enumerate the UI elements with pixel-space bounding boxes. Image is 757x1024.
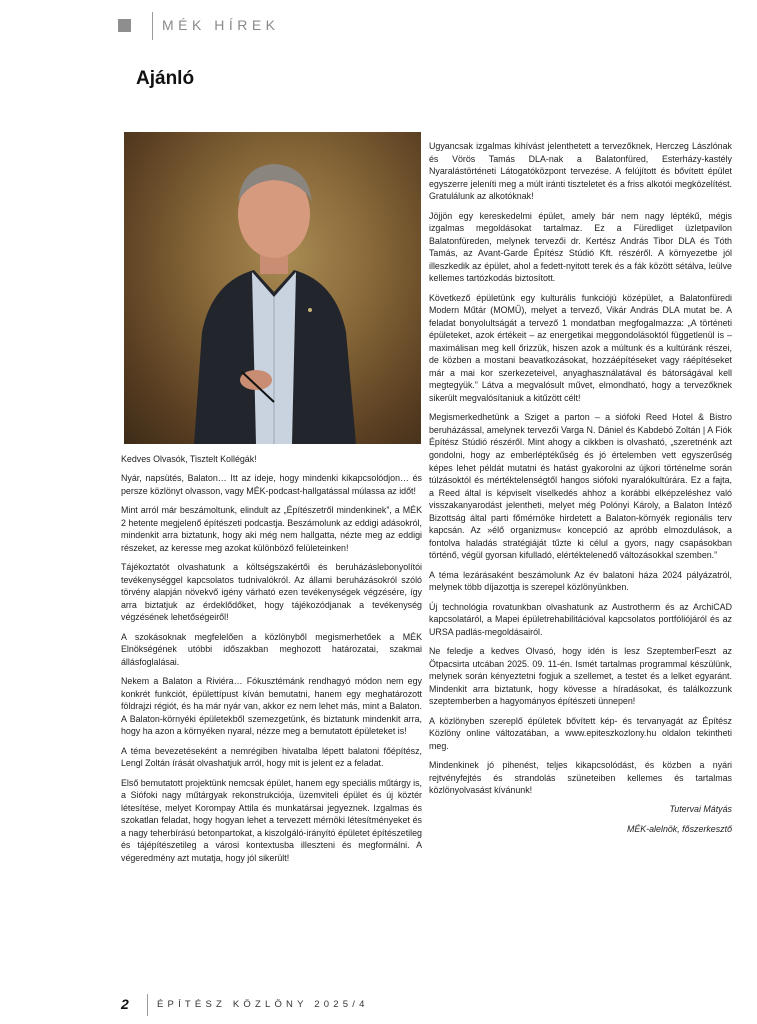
paragraph: Nekem a Balaton a Riviéra… Fókusztémánk rendhagyó módon nem egy konkrét funkciót, épülettípust kíván bemutatni, hanem egy meghatározott földrajzi régiót, és ha már nyár van, akkor ez nem lehet más, mint a Balaton. A Balaton-környéki épületekből szemezgetünk, és biztatunk mindenkit arra, hogy ha azon a környéken nyaral, nézze meg a bemutatott épületeket is! xyxy=(121,676,422,737)
paragraph: Ugyancsak izgalmas kihívást jelenthetett a tervezőknek, Herczeg Lászlónak és Vörös Tamás DLA-nak a Balatonfüred, Esterházy-kastély Nyaralástörténeti Látogatóközpont tervezése. A felújított és bővített épület egyszerre jeleníti meg a múlt iránti tiszteletet és a friss alkotói megközelítést. Gratulálunk az alkotóknak! xyxy=(429,141,732,202)
greeting: Kedves Olvasók, Tisztelt Kollégák! xyxy=(121,454,257,464)
header-divider xyxy=(152,12,153,40)
paragraph: Megismerkedhetünk a Sziget a parton – a siófoki Reed Hotel & Bistro beruházással, amelynek tervezői Varga N. Dániel és Kabdebó Zoltán | A Fiók Építész Stúdió részéről. Mint ahogy a cikkben is olvasható, „szeretnénk azt gondolni, hogy az emberléptékűség és jó értelemben vett egyszerűség képes lehet példát mutatni és hatást gyakorolni az újkori történelme során túlzásoktól és mértéktelenségtől hangos siófoki nyaralókultúrára. Ez a fajta, a Reed által is képviselt viselkedés ahhoz a korábbi elképzeléshez való visszakanyarodást jelentheti, melyet még Polónyi Károly, a Balaton Intéző Bizottság által parti főmérnöke hirdetett a Balaton-környék regionális terv kapcsán. Az »élő organizmus« koncepció az apróbb elmozdulások, a fontolva haladás stratégiáját tűzte ki célul a gyors, nagy csapásokban történő, végül gyorsan kifulladó, elértéktelenedő változásokkal szemben.” xyxy=(429,412,732,561)
article-column-left xyxy=(121,453,422,871)
signature-role: MÉK-alelnök, főszerkesztő xyxy=(626,823,732,834)
paragraph: A szokásoknak megfelelően a közlönyből megismerhetőek a MÉK Elnökségének utóbbi időszakban meghozott határozatai, szakmai állásfoglalásai. xyxy=(121,631,422,667)
paragraph: Tájékoztatót olvashatunk a költségszakértői és beruházáslebonyolítói tevékenységgel kapcsolatos tudnivalókról. Az állami beruházásokról szóló törvény alapján növekvő igény várható ezen tevékenységek végzésére, így arra biztatjuk az érdeklődőket, hogy tájékozódjanak a tevékenység végzésének lehetőségeiről! xyxy=(121,562,422,623)
article-column-right xyxy=(429,140,732,842)
paragraph: Mindenkinek jó pihenést, teljes kikapcsolódást, és közben a nyári rejtvényfejtés és strandolás szüneteiben kellemes és tartalmas közlönyolvasást kívánunk! xyxy=(429,759,732,796)
publication-name: ÉPÍTÉSZ KÖZLÖNY 2025/4 xyxy=(157,999,369,1010)
page-number: 2 xyxy=(121,996,129,1012)
paragraph: Jöjjön egy kereskedelmi épület, amely bár nem nagy léptékű, mégis izgalmas megoldásokat tartalmaz. Ez a Füredliget üzletpavilon Balatonfüreden, melynek tervezői dr. Kertész András Tibor DLA és Tóth Tamás, az Avant-Garde Építész Stúdió Kft. részéről. A környezetbe jól illeszkedik az épület, ahol a fedett-nyitott terek és a fák között sétálva, leülve kellemes tartózkodás biztosított. xyxy=(429,210,732,284)
paragraph: Első bemutatott projektünk nemcsak épület, hanem egy speciális műtárgy is, a Siófoki nagy műtárgyak rekonstrukciója, üzemviteli épület és új köztér létesítése, melyet Korompay Attila és munkatársai jegyeznek. Izgalmas és szokatlan feladat, hogy hogyan lehet a tervezett mérnöki létesítményeket és a nagy teherbírású betonpartokat, a kiszolgáló-irányító épületet építészetileg és tájépítészetileg a városi kontextusba illeszteni és megformálni. A végeredmény azt mutatja, hogy jól sikerült! xyxy=(121,777,422,863)
footer-divider xyxy=(147,994,148,1016)
paragraph: Mint arról már beszámoltunk, elindult az „Építészetről mindenkinek”, a MÉK 2 hetente megjelenő építészeti podcastja. Beszámolunk az eddigi adásokról, mindenkit arra biztatunk, hogy aki még nem hallgatta, nézte meg az eddigi részeket, az keresse meg azokat különböző felületeinken! xyxy=(121,505,422,553)
portrait-illustration xyxy=(124,132,421,444)
signature-name: Tutervai Mátyás xyxy=(669,804,732,815)
paragraph: A téma bevezetéseként a nemrégiben hivatalba lépett balatoni főépítész, Lengl Zoltán írását olvashatjuk arról, hogy mit is jelent ez a feladat. xyxy=(121,745,422,769)
paragraph: Új technológia rovatunkban olvashatunk az Austrotherm és az ArchiCAD kapcsolatáról, a Mapei épületrehabilitációval kapcsolatos portfóliójáról és az URSA padlás-megoldásairól. xyxy=(429,601,732,637)
section-header xyxy=(118,12,358,38)
article-title: Ajánló xyxy=(136,68,195,89)
section-marker-square xyxy=(118,19,131,32)
paragraph: A közlönyben szereplő épületek bővített kép- és tervanyagát az Építész Közlöny online változatában, a www.epiteszkozlony.hu oldalon tekintheti meg. xyxy=(429,715,732,751)
author-portrait-photo xyxy=(124,132,421,444)
paragraph: Következő épületünk egy kulturális funkciójú középület, a Balatonfüredi Modern Műtár (MOMŰ), melyet a tervező, Vikár András DLA mutat be. A feladat bonyolultságát a tervező 1 mondatban megfogalmazza: „A történeti épületeket, azok értékeit – az energetikai meggondolásoktól függetlenül is – maximálisan meg kell őrizzük, hiszen azok a múltunk és a kultúránk részei, de közben a mostani beavatkozásokat, hozzáépítéseket vagy ráépítéseket már a mai kor szerkezeteivel, anyaghasználatával és bátorságával kell megtegyük.” Látva a megvalósult művet, elmondható, hogy a tervezőknek sikerült megvalósítaniuk a kitűzött célt! xyxy=(429,292,732,403)
paragraph: A téma lezárásaként beszámolunk Az év balatoni háza 2024 pályázatról, melynek több díjazottja is szerepel közlönyünkben. xyxy=(429,569,732,593)
section-title: MÉK HÍREK xyxy=(162,17,280,33)
paragraph: Ne feledje a kedves Olvasó, hogy idén is lesz SzeptemberFeszt az Ötpacsirta utcában 2025. 09. 11-én. Ismét tartalmas programmal készülünk, melynek során kényeztetni fogjuk a szellemet, a testet és a lelket egyaránt. Mindenkit arra biztatunk, hogy kövesse a híradásokat, és találkozzunk szeptemberben a hagyományos építészeti ünnepen! xyxy=(429,646,732,707)
page-footer xyxy=(121,996,421,1016)
paragraph: Nyár, napsütés, Balaton… Itt az ideje, hogy mindenki kikapcsolódjon… és persze közlönyt olvasson, vagy MÉK-podcast-hallgatással múlassa az időt! xyxy=(121,473,422,496)
